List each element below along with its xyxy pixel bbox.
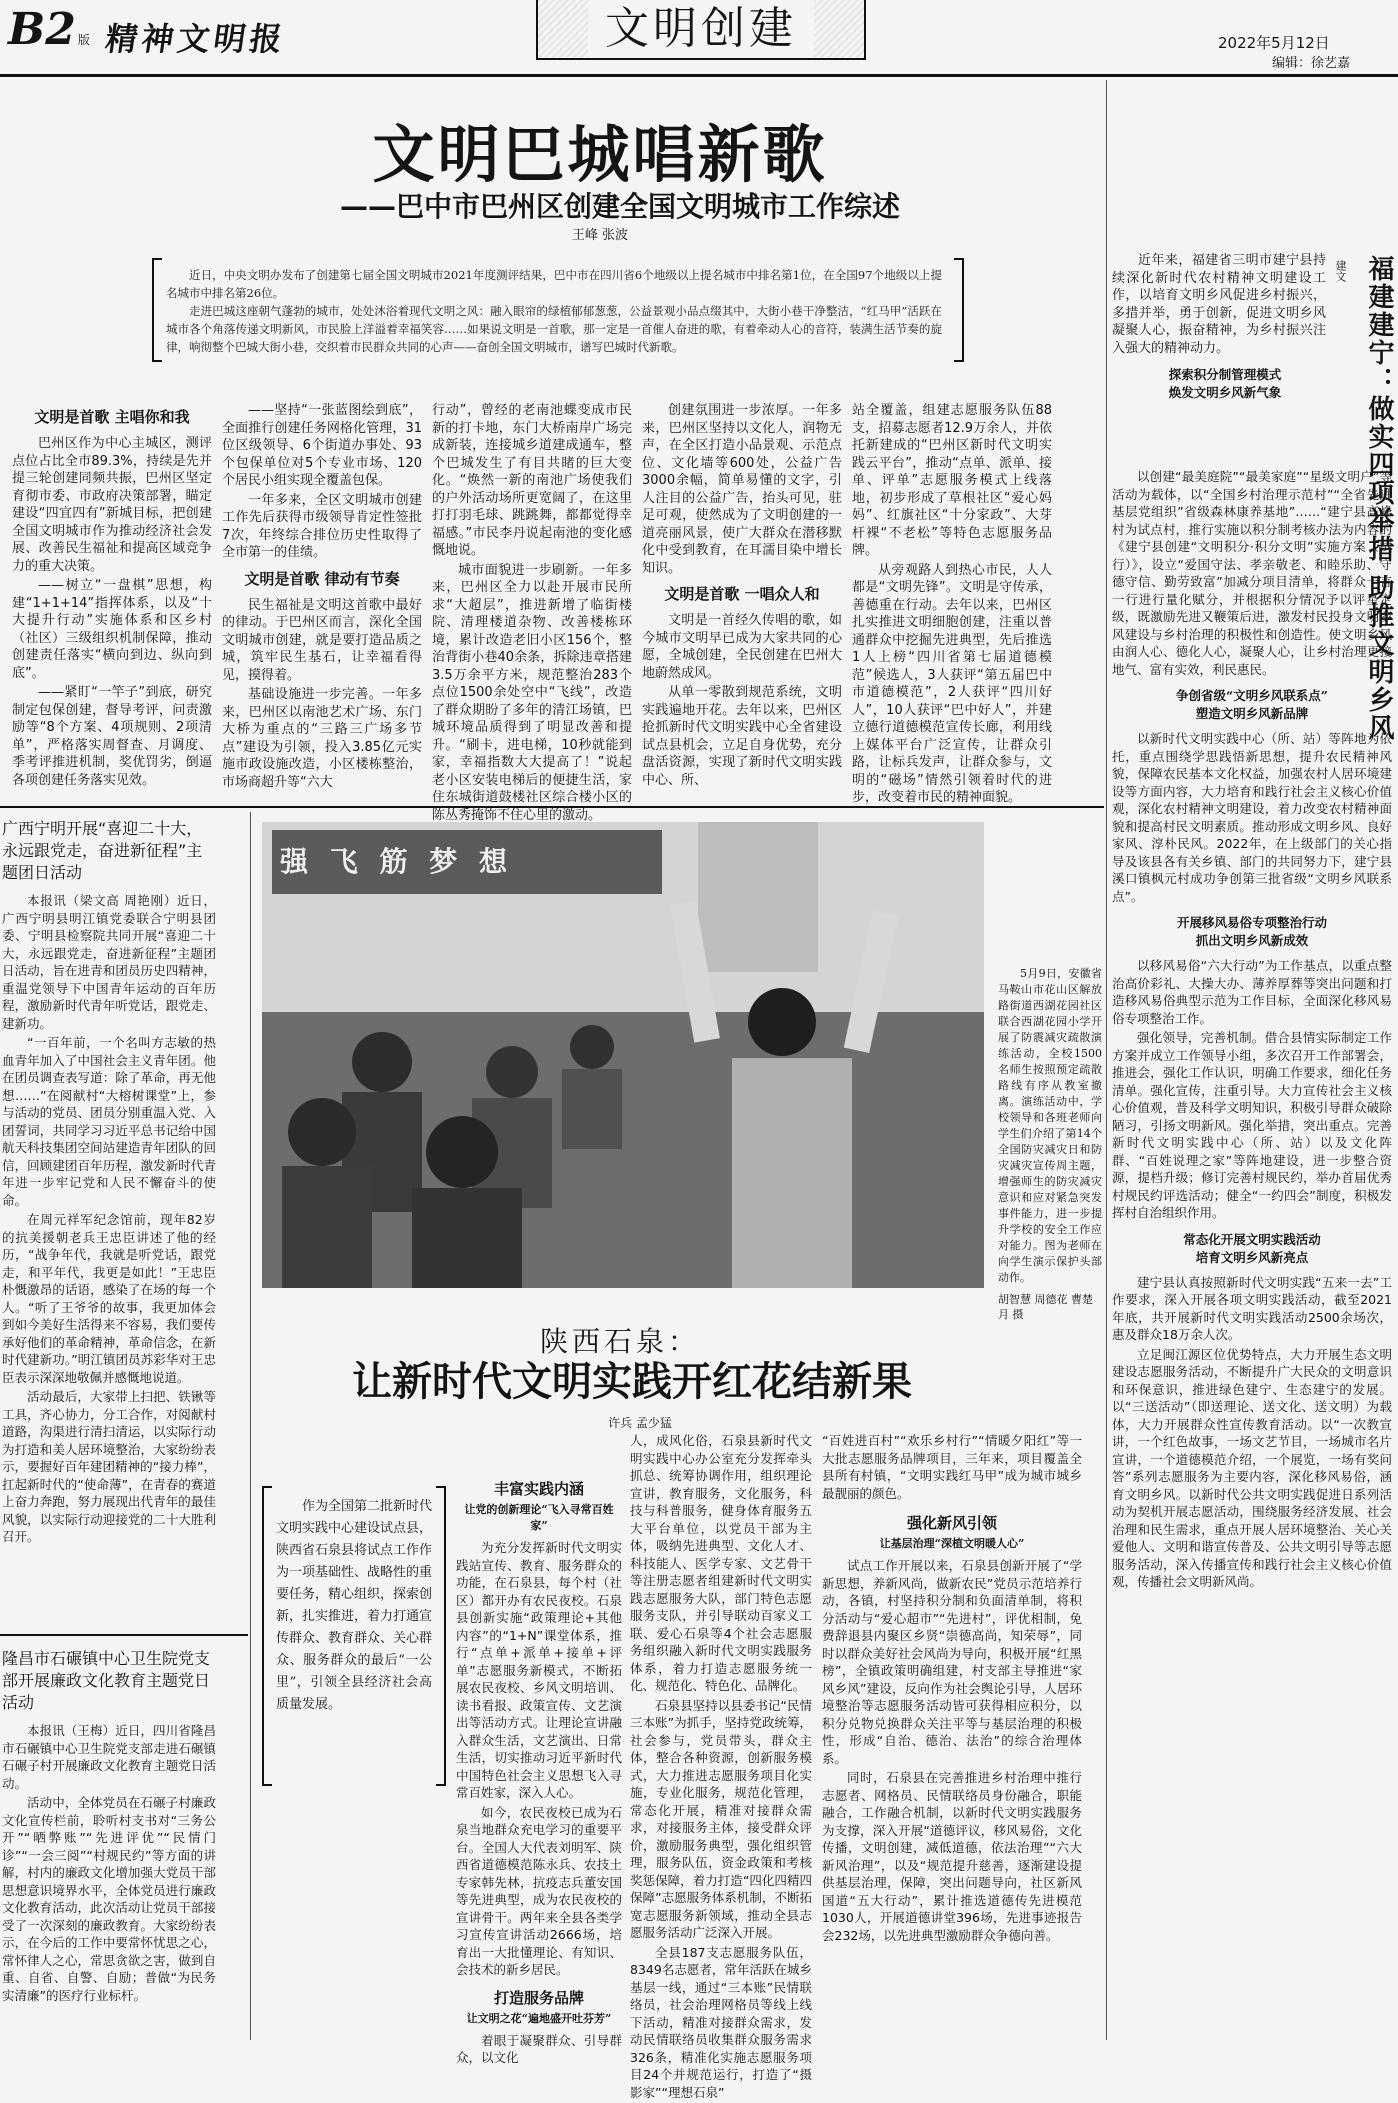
bottom-col-1 (456, 1478, 622, 2069)
main-col2-p4: 基础设施进一步完善。一年多来，巴州区以南池艺术广场、东门大桥为重点的“三路三广场多节点”建设为引领，投入3.85亿元实施市政设施改造，小区楼栋整治，市场商超升等“六大 (222, 687, 422, 790)
bottom-col1-p2: 如今，农民夜校已成为石泉当地群众充电学习的重要平台。全国人大代表刘明军、陕西省道德模范陈永兵、农技土专家韩先林，抗疫志兵董安国等先进典型，成为农民夜校的宣讲骨干。两年来全县各类学习宣传宣讲活动2666场，培育出一大批懂理论、有知识、会技术的新乡居民。 (456, 1804, 622, 1977)
left-article-2-title: 隆昌市石碾镇中心卫生院党支部开展廉政文化教育主题党日活动 (2, 1649, 211, 1712)
lead-bracket-left (152, 258, 162, 362)
section-header-box (536, 0, 866, 60)
main-col5-p2: 从旁观路人到热心市民，人人都是“文明先锋”。文明是守传承，善德重在行动。去年以来，巴州区扎实推进文明细胞创建，注重以普通群众中挖掘先进典型，先后推选1人上榜“四川省第七届道德模范”候选人，3人获评“第五届巴中市道德模范”，2人获评“四川好人”，10人获评“巴中好人”，并建立德行道德模范宣传长廊，利用线上媒体平台广泛宣传，让群众引路，让标兵发声，让群众参与，文明的“磁场”情然引领着时代的进步，改变着市民的精神面貌。 (852, 562, 1052, 805)
right-article-body-2 (1112, 468, 1392, 1593)
left-article-2 (2, 1648, 216, 2006)
main-subheadline: ——巴中市巴州区创建全国文明城市工作综述 (339, 190, 900, 223)
right-p7: 立足闽江源区位优势特点，大力开展生态文明建设志愿服务活动，不断提升广大民众的文明意识和环保意识，推进绿色建宁、生态建宁的发展。以“三送活动”（即送理论、送文化、送文明）为载体，大力开展群众性宣传教育活动。以“一次教宣讲，一个红色故事，一场文艺节目，一场城市名片宣讲，一个道德模范介绍，一个展览，一场有奖问答”系列志愿服务为主要内容，深化移风易俗，涵育文明乡风。以新时代公共文明实践促进日系列活动为契机开展志愿活动，围绕服务经济发展、社会治理和民生需求，重点开展人居环境整治、关心关爱他人、文明和谐宣传普及、公共文明引导等志愿服务活动，深入传播宣传和践行社会主义核心价值观，传播社会文明新风尚。 (1112, 1346, 1392, 1589)
left1-p3: 在周元祥军纪念馆前，现年82岁的抗美援朝老兵王忠臣讲述了他的经历，“战争年代，我就是听党话，跟党走，和平年代，我更是如此！”王忠臣朴慨激昂的话语，感染了在场的每一个人。“听了王爷爷的故事，我更加体会到如今美好生活得来不容易，我们要传承好他们的革命精神，革命信念，在新时代建新功。”明江镇团员苏彩华对王忠臣表示深深地敬佩并感慨地说道。 (2, 1212, 216, 1385)
bottom-col3-p2: 试点工作开展以来，石泉县创新开展了“学新思想，养新风尚，做新农民”党员示范培养行动，各镇，村坚持积分制和负面清单制，将积分活动与“爱心超市”“先进村”，评优相制，免费辞退县内聚区乡贤“崇德高尚，知荣辱”，同时以群众美好社会风尚为导向，积极开展“红黑榜”，全镇政策明确组建，村支部主导推进“家风乡风”建设，反向作为社会舆论引导，人居环境整治等志愿服务活动皆可获得相应积分，以积分兑物兑换群众关注平等与基层治理的积极性，形成“自治、德治、法治”的综合治理体系。 (822, 1558, 1082, 1766)
bottom-col1-p1: 为充分发挥新时代文明实践站宣传、教育、服务群众的功能，在石泉县，每个村（社区）都开办有农民夜校。石泉县创新实施“政策理论+其他内容”的“1+N”课堂体系，推行“点单+派单+接单+评单”志愿服务新模式，不断拓展农民夜校、乡风文明培训、读书看报、政策宣传、文艺演出等活动方式。让理论宣讲融入群众生活，文艺演出、日常生活，切实推动习近平新时代中国特色社会主义思想飞入寻常百姓家，深入人心。 (456, 1540, 622, 1800)
left2-p2: 活动中，全体党员在石碾子村廉政文化宣传栏前，聆听村支书对“三务公开”“晒弊账”“先进评优”“民情门诊”“一会三阅”“村规民约”等方面的讲解，村内的廉政文化增加强大党员干部思想意识境界水平，全体党员进行廉政文化教育活动，此次活动让党员干部接受了一次深刻的廉政教育。大家纷纷表示，在今后的工作中要常怀忧思之心，常怀律人之心，常思贪欲之害，做到自重、自省、自警、自励；普做“为民务实清廉”的医疗行业标杆。 (2, 1795, 216, 2003)
main-col4-p1: 创建氛围进一步浓厚。一年多来，巴州区坚持以文化人，润物无声，在全区打造小品景观、示范点位、文化墙等600处，公益广告3000余幅，简单易懂的文字，引人注目的公益广告，抬头可见，驻足可观，使然成为了文明创建的一道亮丽风景，使广大群众在潜移默化中受到教育，在耳濡目染中增长知识。 (642, 403, 842, 576)
left-article-1 (2, 818, 216, 1548)
editor-credit: 编辑：徐艺嘉 (1272, 56, 1351, 71)
photo-caption-text: 5月9日，安徽省马鞍山市花山区解放路街道西湖花园社区联合西湖花园小学开展了防震减灾疏散演练活动，全校1500名师生按照预定疏散路线有序从教室撤离。演练活动中，学校领导和各班老师向学生们介绍了第14个全国防灾减灾日和防灾减灾宣传周主题，增强师生的防灾减灾意识和应对紧急突发事件能力，进一步提升学校的安全工作应对能力。图为老师在向学生演示保护头部动作。 (998, 967, 1102, 1284)
bottom-col-3 (822, 1432, 1082, 1946)
left2-p1: 本报讯（王梅）近日，四川省隆昌市石碾镇中心卫生院党支部走进石碾镇石碾子村开展廉政文化教育主题党日活动。 (2, 1723, 216, 1791)
main-col1-heading: 文明是首歌 主唱你和我 (34, 408, 190, 426)
main-headline: 文明巴城唱新歌 (372, 118, 828, 191)
bottom-headline: 让新时代文明实践开红花结新果 (352, 1359, 912, 1405)
right-p2: 以创建“最美庭院”“最美家庭”“星级文明户”等活动为载体，以“全国乡村治理示范村”“全省先进基层党组织”省级森林康养基地”……“建宁县高峰村为试点村，推行实施以积分制考核办法为内容的《建宁县创建“文明积分·积分文明”实施方案（试行）》，设立“爱国守法、孝亲敬老、和睦乐助、守德守信、勤劳致富”加减分项目清单，将群众一言一行进行量化赋分，并根据积分情况予以评星定级，既激励先进又鞭策后进，激发村民投身文明乡风建设与乡村治理的积极性和创造性。使文明乡风由润人心、德化人心，凝聚人心，让乡村治理更接地气、富有实效，利民惠民。 (1112, 469, 1392, 677)
bottom-byline: 许兵 孟少猛 (608, 1416, 672, 1430)
main-col2-p3: 民生福祉是文明这首歌中最好的律动。于巴州区而言，深化全国文明城市创建，就是要打造品质之城，筑牢民生基石，让幸福看得见，摸得着。 (222, 597, 422, 683)
main-byline: 王峰 张波 (571, 228, 629, 243)
right-subhead-4: 常态化开展文明实践活动 培育文明乡风新亮点 (1183, 1231, 1321, 1265)
main-col1-p2: ——树立“一盘棋”思想，构建“1+1+14”指挥体系，以及“十大提升行动”实施体系和区乡村（社区）三级组织机制保障，推动创建责任落实“横向到边、纵向到底”。 (12, 578, 212, 681)
main-col3-p2: 城市面貌进一步刷新。一年多来，巴州区全力以赴开展市民所求“大超层”，推进新增了临街楼院、清理楼道杂物、改善楼栋环境，累计改造老旧小区156个，整治背街小巷40余条，拆除违章搭建3.5万余平方米，规范整治283个点位1500余处空中“飞线”，改造了群众期盼了多年的清江场镇，巴城环境品质得到了明显改善和提升。“刷卡，进电梯，10秒就能到家，幸福指数大大提高了！”说起老小区安装电梯后的便捷生活，家住东城街道鼓楼社区综合楼小区的陈丛秀掩饰不住心里的激动。 (432, 562, 632, 823)
bottom-col1-heading-2: 打造服务品牌 (493, 1988, 584, 2007)
right-column-divider (1106, 80, 1107, 2040)
main-col-1 (12, 400, 212, 791)
right-subhead-3: 开展移风易俗专项整治行动 抓出文明乡风新成效 (1176, 915, 1327, 948)
bottom-col1-p3: 着眼于凝聚群众、引导群众，以文化 (456, 2032, 622, 2065)
masthead-rule (0, 74, 1398, 77)
masthead (0, 0, 1398, 74)
bottom-col1-sub: 让党的创新理论“飞入寻常百姓家” (464, 1503, 614, 1532)
lead-box (154, 258, 954, 366)
main-col-2 (222, 402, 422, 793)
bottom-lead-box (262, 1486, 446, 1786)
main-col2-p1: ——坚持“一张蓝图绘到底”，全面推行创建任务网格化管理，31位区级领导、6个街道办事处、93个包保单位对5个专业市场、120个居民小组实现全覆盖包保。 (222, 403, 422, 488)
left1-p1: 本报讯（梁文高 周艳刚）近日，广西宁明县明江镇党委联合宁明县团委、宁明县检察院共同开展“喜迎二十大，永远跟党走，奋进新征程”主题团日活动，旨在进青和团员历史四精神，重温党领导下中国青年运动的百年历程，激励新时代青年听党话，跟党走、建新功。 (2, 893, 216, 1031)
bottom-lead-bracket-left (262, 1486, 272, 1786)
classroom-photo-illustration (262, 822, 984, 1288)
main-col1-p1: 巴州区作为中心主城区，测评点位占比全市89.3%，持续是先并提三轮创建同频共振，巴州区坚定育彻市委、市政府决策部署，瞄定建设“四宜四有”新城目标，把创建全国文明城市作为推动经济社会发展、改善民生福祉和提高区域竞争力的重大决策。 (12, 436, 212, 574)
bottom-col1-heading: 丰富实践内涵 (493, 1480, 584, 1498)
bottom-col3-heading: 强化新风引领 (906, 1514, 997, 1532)
paper-name: 精神文明报 (103, 20, 289, 58)
left1-p2: “一百年前，一个名叫方志敏的热血青年加入了中国社会主义青年团。他在团员调查表写道：除了革命，再无他想……”在阅献村“大榕树课堂”上，参与活动的党员、团员分别重温入党、入团誓词，共同学习习近平总书记给中国航天科技集团空间站建造青年团队的回信，回顾建团百年历程，激发新时代青年进一步牢记党和人民不懈奋斗的使命。 (2, 1035, 216, 1208)
right-article-byline: 建文 (1334, 260, 1347, 282)
main-col-5 (852, 402, 1052, 809)
right-p3: 以新时代文明实践中心（所、站）等阵地为依托，重点围绕学思践悟新思想，提升农民精神风貌，保障农民基本文化权益，加强农村人居环境建设等方面内容，大力培育和践行社会主义核心价值观，深化农村精神文明建设，着力改变农村精神面貌和提高村民文明素质。推动形成文明乡风、良好家风、淳朴民风。2022年，在上级部门的关心指导及该县各有关乡镇、部门的共同努力下，建宁县溪口镇枫元村成功争创第三批省级“文明乡风联系点”。 (1112, 731, 1392, 904)
left1-p4: 活动最后，大家带上扫把、铁锹等工具，齐心协力，分工合作，对阅献村道路，沟渠进行清扫清运，以实际行动为打造和美人居环境整治，大家纷纷表示，要握好百年建团精神的“接力棒”，扛起新时代的“使命薄”，在青春的赛道上奋力奔跑，努力展现出代青年的最佳风貌，以实际行动迎接党的二十大胜利召开。 (2, 1389, 216, 1544)
right-p6: 建宁县认真按照新时代文明实践“五来一去”工作要求，深入开展各项文明实践活动，截至2021年底，共开展新时代文明实践活动2500余场次，惠及群众18万余人次。 (1112, 1274, 1392, 1342)
bottom-col3-sub: 让基层治理“深植文明暖人心” (879, 1537, 1025, 1550)
bottom-col2-p3: 全县187支志愿服务队伍，8349名志愿者，常年活跃在城乡基层一线，通过“三本账”民情联络员，社会治理网格员等线上线下活动，精准对接群众需求，发动民情联络员收集群众服务需求326条，精准化实施志愿服务项目24个并规范运行，打造了“摄影家”“理想石泉” (630, 1944, 812, 2100)
photo-caption (998, 966, 1102, 1322)
right-article-body (1112, 252, 1326, 409)
main-col4-p2: 文明是一首经久传唱的歌，如今城市文明早已成为大家共同的心愿，全城创建，全民创建在巴州大地蔚然成风。 (642, 613, 842, 681)
main-col-4 (642, 402, 842, 791)
main-col4-heading: 文明是首歌 一唱众人和 (664, 585, 820, 603)
bottom-lead-text: 作为全国第二批新时代文明实践中心建设试点县，陕西省石泉县将试点工作作为一项基础性、战略性的重要任务，精心组织，探索创新，扎实推进，着力打通宣传群众、教育群众、关心群众、服务群众的最后“一公里”，引领全县经济社会高质量发展。 (276, 1499, 433, 1712)
left-article-rule (0, 1634, 248, 1636)
lead-bracket-right (954, 258, 964, 362)
section-title: 文明创建 (588, 0, 814, 58)
main-col5-p1: 站全覆盖，组建志愿服务队伍88支，招募志愿者12.9万余人，并依托新建成的“巴州区新时代文明实践云平台”，推动“点单、派单、接单、评单”志愿服务模式上线落地，初步形成了草根社区“爱心妈妈”、红旗社区“十分家政”、大芽杆裸“不老松”等特色志愿服务品牌。 (852, 403, 1052, 558)
bottom-col2-p2: 石泉县坚持以县委书记“民情三本账”为抓手，坚持党政统筹，社会参与，党员带头，群众主体，整合各种资源，创新服务模式，大力推进志愿服务项目化实施，专业化服务，规范化管理，常态化开展，精准对接群众需求，对接服务主体，接受群众评价，激励服务典型，强化组织管理，服务队伍，资金政策和考核奖惩保障，着力打造“四化四精四保障”志愿服务体系机制，不断拓宽志愿服务新领域，推动全县志愿服务活动广泛深入开展。 (630, 1697, 812, 1940)
right-subhead-1: 探索积分制管理模式 焕发文明乡风新气象 (1168, 367, 1282, 400)
page-number: B2 版 (8, 4, 90, 55)
photo-wall-sign: 强 飞 筋 梦 想 (280, 845, 513, 878)
main-col4-p3: 从单一零散到规范系统，文明实践遍地开花。去年以来，巴州区抢抓新时代文明实践中心全省建设试点县机会，立足自身优势，充分盘活资源，实现了新时代文明实践中心、所、 (642, 685, 842, 788)
left-column-divider (250, 812, 251, 2040)
main-col1-p3: ——紧盯“一竿子”到底，研究制定包保创建，督导考评，问责激励等“8个方案、4项规则、2项清单”，严格落实周督查、月调度、季考评推进机制，奖优罚劣，倒逼各项创建任务落实见效。 (12, 685, 212, 788)
bottom-kicker: 陕西石泉： (539, 1325, 700, 1358)
main-bottom-rule (0, 806, 1104, 808)
right-p4: 以移风易俗“六大行动”为工作基点，以重点整治高价彩礼、大操大办、薄养厚葬等突出问题和打造移风易俗典型示范为工作目标，全面深化移风易俗专项整治工作。 (1112, 958, 1392, 1026)
lead-paragraph-1: 近日，中央文明办发布了创建第七届全国文明城市2021年度测评结果，巴中市在四川省6个地级以上提名城市中排名第1位，在全国97个地级以上提名城市中排名第26位。 (166, 268, 942, 300)
right-p1: 近年来，福建省三明市建宁县持续深化新时代农村精神文明建设工作，以培育文明乡风促进乡村振兴，多措并举，勇于创新，促进文明乡风凝聚人心，振奋精神，为乡村振兴注入强大的精神动力。 (1112, 253, 1326, 356)
main-col-3 (432, 402, 632, 826)
bottom-col1-sub-2: 让文明之花“遍地盛开吐芬芳” (466, 2011, 612, 2025)
right-subhead-2: 争创省级“文明乡风联系点” 塑造文明乡风新品牌 (1176, 688, 1328, 721)
left-article-1-title: 广西宁明开展“喜迎二十大，永远跟党走，奋进新征程”主题团日活动 (2, 819, 203, 882)
bottom-col-2 (630, 1432, 812, 2103)
bottom-col3-p1: “百姓进百村”“欢乐乡村行”“情暖夕阳红”等一大批志愿服务品牌项目，三年来，项目覆盖全县所有村镇，“文明实践红马甲”成为城市城乡最靓丽的颜色。 (822, 1433, 1082, 1501)
issue-date: 2022年5月12日 (1218, 34, 1330, 52)
lead-paragraph-2: 走进巴城这座朝气蓬勃的城市，处处沐浴着现代文明之风：融入眼帘的绿植郁郁葱葱，公益景观小品点缀其中，大街小巷干净整洁，“红马甲”活跃在城市各个角落传递文明新风，市民脸上洋溢着幸福笑容……如果说文明是一首歌，那一定是一首催人奋进的歌，有着牵动人心的音符，装满生活节奏的旋律，响彻整个巴城大街小巷，交织着市民群众共同的心声——奋创全国文明城市，谱写巴城时代新歌。 (166, 304, 942, 354)
bottom-col3-p3: 同时，石泉县在完善推进乡村治理中推行志愿者、网格员、民情联络员身份融合，职能融合，工作融合机制，以新时代文明实践服务为支撑，深入开展“道德评议，移风易俗，文化传播，文明创建，减低道德，依法治理”“六大新风治理”，以及“规范提升慈善，逐渐建设提供基层治理，保障，突出问题导向，社区新风国道“五大行动”，累计推选道德传先进模范1030人，开展道德讲堂396场，先进事迹报告会232场，以先进典型激励群众争德向善。 (822, 1770, 1082, 1943)
right-article-title: 福建建宁：做实四项举措 助推文明乡风 (1364, 255, 1394, 743)
main-col3-p1: 行动”，曾经的老南池蝶变成市民新的打卡地，东门大桥南岸广场完成新装，连接城乡道建成通车，整个巴城发生了有目共睹的巨大变化。“焕然一新的南池广场使我们的户外活动场所更宽阔了，在这里打打羽毛球、跳跳舞，都都觉得幸福感。”市民李丹说起南池的变化感慨地说。 (432, 403, 632, 558)
photo-credit: 胡智慧 周德花 曹楚月 摄 (998, 1293, 1093, 1321)
right-p5: 强化领导，完善机制。借合县情实际制定工作方案并成立工作领导小组，多次召开工作部署会，推进会，强化工作认识，明确工作要求，细化任务清单。强化宣传，注重引导。大力宣传社会主义核心价值观，普及科学文明知识，积极引导群众破除陋习，引扬文明新风。强化举措，突出重点。完善新时代文明实践中心（所、站）以及文化阵群、“百姓说理之家”等阵地建设，进一步整合资源，提档升级；修订完善村规民约，举办首届优秀村规民约评选活动；健全“一约四会”制度，积极发挥村自治组织作用。 (1112, 1030, 1392, 1220)
bottom-col2-p1: 人，成风化俗，石泉县新时代文明实践中心办公室充分发挥牵头抓总、统筹协调作用，组织理论宣讲，教育服务，文化服务，科技与科普服务，健身体育服务五大平台单位，以党员干部为主体，吸纳先进典型、文化人才、科技能人、医学专家、文艺骨干等注册志愿者组建新时代文明实践志愿服务大队，部门特色志愿服务支队，并引导联动百家义工联、爱心石泉等4个社会志愿服务组织融入新时代文明实践服务体系，着力打造志愿服务统一化、规范化、特色化、品牌化。 (630, 1433, 812, 1693)
main-col2-heading: 文明是首歌 律动有节奏 (244, 569, 400, 588)
news-photo (262, 822, 984, 1288)
bottom-lead-bracket-right (436, 1486, 446, 1786)
main-col2-p2: 一年多来，全区文明城市创建工作先后获得市级领导肯定性签批7次，年终综合排位历史性取得了全市第一的佳绩。 (222, 492, 422, 560)
